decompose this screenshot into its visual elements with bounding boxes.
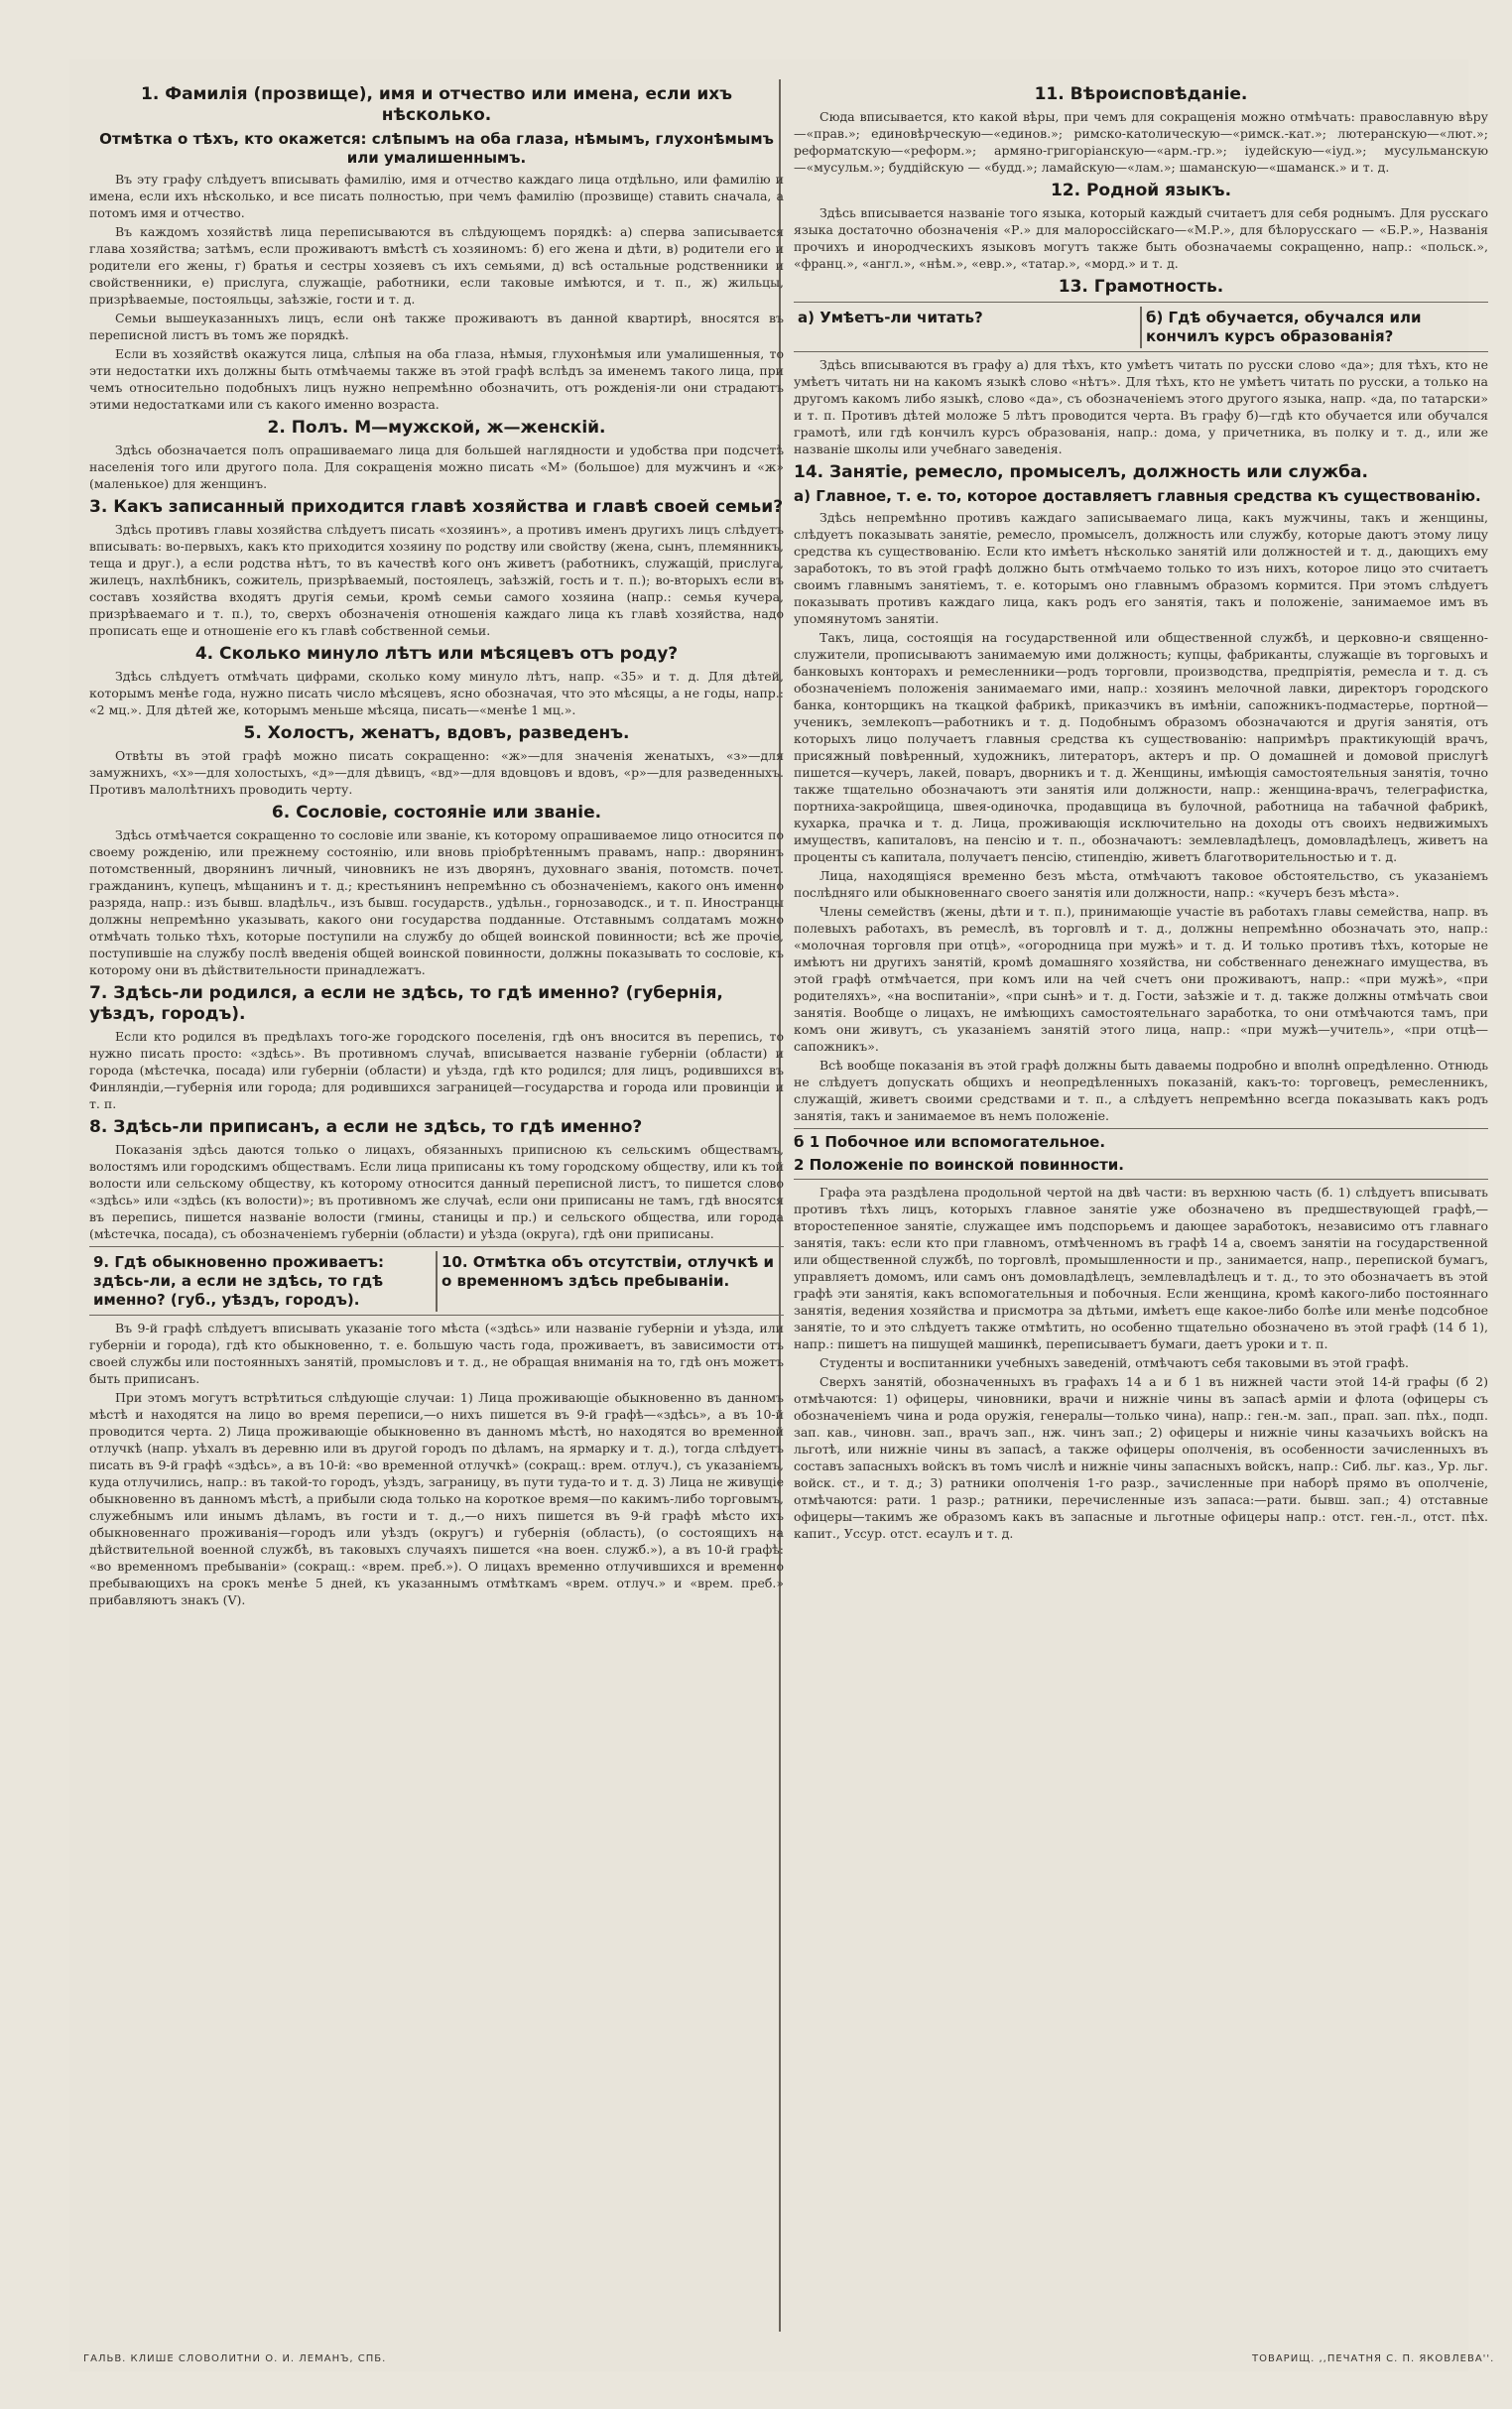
- section-13a-title: а) Умѣетъ-ли читать?: [798, 309, 983, 326]
- left-column: [89, 79, 784, 1610]
- section-14-paragraph: Сверхъ занятій, обозначенныхъ въ графахъ 14 а и б 1 въ нижней части этой 14-й графы (б 2) отмѣчаются: 1) офицеры, чиновники, врачи и нижніе чины въ запасѣ арміи и флота (офицеры съ обозначеніемъ чина и рода оружія, генералы—только чина), напр.: ген.-м. зап., прап. зап. пѣх., подп. зап. кав., чиновн. зап., врачъ зап., нж. чинъ зап.; 2) офицеры и нижніе чины казачьихъ войскъ на льготѣ, или нижніе чины въ запасѣ, а также офицеры ополченія, въ особенности зачисленныхъ въ составъ запасныхъ войскъ въ томъ числѣ и нижніе чины запасныхъ войскъ, напр.: Сиб. льг. каз., Ур. льг. войск. ст., и т. д.; 3) ратники ополченія 1-го разр., зачисленные при наборѣ прямо въ ополченіе, отмѣчаются: рати. 1 разр.; ратники, перечисленные изъ запаса:—рати. бывш. зап.; 4) отставные офицеры—такимъ же образомъ какъ въ запасные и льготные офицеры напр.: отст. ген.-л., отст. пѣх. капит., Уссур. отст. есаулъ и т. д.: [794, 1374, 1488, 1541]
- section-1-paragraph: Если въ хозяйствѣ окажутся лица, слѣпыя на оба глаза, нѣмыя, глухонѣмыя или умалишенныя, то эти недостатки ихъ должны быть отмѣчаемы также въ этой графѣ вслѣдъ за именемъ такого лица, при чемъ относительно подобныхъ лицъ нужно непремѣнно обозначить, отъ рожденія-ли они страдаютъ этими недостатками или съ какого именно возраста.: [89, 346, 784, 412]
- section-1-paragraph: Семьи вышеуказанныхъ лицъ, если онѣ также проживаютъ въ данной квартирѣ, вносятся въ переписной листъ въ томъ же порядкѣ.: [89, 311, 784, 342]
- section-5-title: 5. Холостъ, женатъ, вдовъ, разведенъ.: [243, 723, 630, 743]
- section-1-paragraph: Въ каждомъ хозяйствѣ лица переписываются въ слѣдующемъ порядкѣ: а) сперва записывается глава хозяйства; затѣмъ, если проживаютъ вмѣстѣ съ хозяиномъ: б) его жена и дѣти, в) родители его и родители его жены, г) братья и сестры хозяевъ съ ихъ семьями, д) всѣ остальные родственники и свойственники, е) прислуга, служащіе, работники, если таковые имѣются, и т. п., ж) жильцы, призрѣваемые, постояльцы, заѣзжіе, гости и т. д.: [89, 224, 784, 307]
- section-14-title: 14. Занятіе, ремесло, промыселъ, должность или служба.: [794, 462, 1368, 482]
- section-8-paragraph: Показанія здѣсь даются только о лицахъ, обязанныхъ приписною къ сельскимъ обществамъ, волостямъ или городскимъ обществамъ. Если лица приписаны къ тому городскому обществу, или къ той волости или сельскому обществу, къ которому относится данный переписной листъ, то пишется слово «здѣсь» или «здѣсь (къ волости)»; въ противномъ же случаѣ, если они приписаны не тамъ, гдѣ вносятся въ перепись, пишется названіе волости (гмины, станицы и пр.) и сельского общества, или города (мѣстечка, посада), съ обозначеніемъ губерніи (области) и уѣзда (округа), гдѣ они приписаны.: [89, 1142, 784, 1241]
- section-14-paragraph: Члены семействъ (жены, дѣти и т. п.), принимающіе участіе въ работахъ главы семейства, напр. въ полевыхъ работахъ, въ ремеслѣ, въ торговлѣ и т. д., должны непремѣнно обозначать это, напр.: «молочная торговля при отцѣ», «огородница при мужѣ» и т. д. И только противъ тѣхъ, которые не имѣютъ ни другихъ занятій, кромѣ домашняго хозяйства, ни собственнаго денежнаго имущества, въ этой графѣ отмѣчается, при комъ или на чей счетъ они проживаютъ, напр.: «при мужѣ», «при родителяхъ», «на воспитаніи», «при сынѣ» и т. д. Гости, заѣзжіе и т. д. также должны отмѣчать свои занятія. Вообще о лицахъ, не имѣющихъ самостоятельнаго заработка, то они отмѣчаются тамъ, при комъ они живутъ, съ указаніемъ занятій этого лица, напр.: «при мужѣ—учитель», «при отцѣ—сапожникъ».: [794, 904, 1488, 1054]
- section-4-title: 4. Сколько минуло лѣтъ или мѣсяцевъ отъ роду?: [194, 644, 679, 664]
- section-10-title: 10. Отмѣтка объ отсутствіи, отлучкѣ и о временномъ здѣсь пребываніи.: [436, 1251, 784, 1312]
- section-7-title: 7. Здѣсь-ли родился, а если не здѣсь, то гдѣ именно? (губернія, уѣздъ, городъ).: [89, 983, 723, 1024]
- section-9-10-header: [89, 1246, 784, 1316]
- section-14-paragraph: Лица, находящіяся временно безъ мѣста, отмѣчаютъ таковое обстоятельство, съ указаніемъ послѣдняго или обыкновеннаго своего занятія или должности, напр.: «кучеръ безъ мѣста».: [794, 868, 1488, 900]
- section-6-title: 6. Сословіе, состояніе или званіе.: [271, 803, 602, 823]
- section-14b1-subtitle: б 1 Побочное или вспомогательное.: [794, 1133, 1106, 1151]
- section-9-paragraph: При этомъ могутъ встрѣтиться слѣдующіе случаи: 1) Лица проживающіе обыкновенно въ данномъ мѣстѣ и находятся на лицо во время переписи,—о нихъ пишется въ 9-й графѣ—«здѣсь», а въ 10-й проводится черта. 2) Лица проживающіе обыкновенно въ данномъ мѣстѣ, но находятся во временной отлучкѣ (напр. уѣхалъ въ деревню или въ другой городъ по дѣламъ, на ярмарку и т. д.), тогда слѣдуетъ писать въ 9-й графѣ «здѣсь», а въ 10-й: «во временной отлучкѣ» (сокращ.: врем. отлуч.), съ указаніемъ, куда отлучились, напр.: въ такой-то городъ, уѣздъ, заграницу, въ пути туда-то и т. д. 3) Лица не живущіе обыкновенно въ данномъ мѣстѣ, а прибыли сюда только на короткое время—по какимъ-либо торговымъ, служебнымъ или инымъ дѣламъ, въ гости и т. д.,—о нихъ пишется въ 9-й графѣ мѣсто ихъ обыкновеннаго проживанія—городъ или уѣздъ (округъ) и губернія (область), (о состоящихъ на дѣйствительной военной службѣ, въ таковыхъ случаяхъ пишется «на воен. служб.»), а въ 10-й графѣ: «во временномъ пребываніи» (сокращ.: «врем. преб.»). О лицахъ временно отлучившихся и временно пребывающихъ на срокъ менѣе 5 дней, къ указаннымъ отмѣткамъ «врем. отлуч.» и «врем. преб.» прибавляютъ знакъ (V).: [89, 1390, 784, 1607]
- section-11-title: 11. Вѣроисповѣданіе.: [1034, 84, 1248, 104]
- section-13-subheader: [794, 302, 1488, 352]
- section-3-paragraph: Здѣсь противъ главы хозяйства слѣдуетъ писать «хозяинъ», а противъ именъ другихъ лицъ слѣдуетъ вписывать: во-первыхъ, какъ кто приходится хозяину по родству или свойству (жена, сынъ, племянникъ, теща и друг.), а если родства нѣтъ, то въ качествѣ кого онъ живетъ (работникъ, служащій, прислуга, жилецъ, нахлѣбникъ, сожитель, призрѣваемый, постоялецъ, заѣзжій, гость и т. п.); во-вторыхъ если въ составъ хозяйства входятъ другія семьи, кромѣ семьи самого хозяина (напр.: семья кучера, призрѣваемаго и т. п.), то, сверхъ обозначенія отношенія каждаго лица къ главѣ хозяйства, надо прописать еще и отношеніе его къ главѣ собственной семьи.: [89, 522, 784, 638]
- right-column: [794, 79, 1488, 1544]
- section-12-title: 12. Родной языкъ.: [1050, 181, 1232, 200]
- section-3-title: 3. Какъ записанный приходится главѣ хозяйства и главѣ своей семьи?: [89, 497, 784, 517]
- section-7-paragraph: Если кто родился въ предѣлахъ того-же городского поселенія, гдѣ онъ вносится въ перепись, то нужно писать просто: «здѣсь». Въ противномъ случаѣ, вписывается названіе губерніи (области) и города (мѣстечка, посада) или губерніи (области) и уѣзда, гдѣ кто родился; для лицъ, родившихся въ Финляндіи,—губернія или города; для родившихся заграницей—государства и города или провинціи и т. п.: [89, 1029, 784, 1111]
- rule: [794, 1128, 1488, 1129]
- section-2-title: 2. Полъ. М—мужской, ж—женскій.: [267, 418, 606, 438]
- section-9-paragraph: Въ 9-й графѣ слѣдуетъ вписывать указаніе того мѣста («здѣсь» или названіе губерніи и уѣзда, или губерніи и города), гдѣ кто обыкновенно, т. е. большую часть года, проживаетъ, въ зависимости отъ своей службы или постоянныхъ занятій, промысловъ и т. д., не обращая вниманія на то, гдѣ онъ можетъ быть приписанъ.: [89, 1321, 784, 1386]
- section-8-title: 8. Здѣсь-ли приписанъ, а если не здѣсь, то гдѣ именно?: [89, 1117, 643, 1137]
- rule: [794, 1179, 1488, 1180]
- section-11-paragraph: Сюда вписывается, кто какой вѣры, при чемъ для сокращенія можно отмѣчать: православную вѣру—«прав.»; единовѣрческую—«единов.»; римско-католическую—«римск.-кат.»; лютеранскую—«лют.»; реформатскую—«реформ.»; армяно-григоріанскую—«арм.-гр.»; іудейскую—«іуд.»; мусульманскую—«мусульм.»; буддійскую — «будд.»; ламайскую—«лам.»; шаманскую—«шаманск.» и т. д.: [794, 109, 1488, 175]
- section-1-paragraph: Въ эту графу слѣдуетъ вписывать фамилію, имя и отчество каждаго лица отдѣльно, или фамилію и имена, если ихъ нѣсколько, и все писать полностью, при чемъ фамилію (прозвище) ставить сначала, а потомъ имя и отчество.: [89, 172, 784, 220]
- section-14b2-subtitle: 2 Положеніе по воинской повинности.: [794, 1156, 1124, 1174]
- printer-credit-left: ГАЛЬВ. КЛИШЕ СЛОВОЛИТНИ О. И. ЛЕМАНЪ, СПБ.: [83, 2353, 387, 2364]
- section-2-paragraph: Здѣсь обозначается полъ опрашиваемаго лица для большей наглядности и удобства при подсчетѣ населенія того или другого пола. Для сокращенія можно писать «М» (большое) для мужчинъ и «ж» (маленькое) для женщинъ.: [89, 443, 784, 491]
- section-14-paragraph: Такъ, лица, состоящія на государственной или общественной службѣ, и церковно-и священно-служители, прописываютъ занимаемую ими должность; купцы, фабриканты, служащіе въ торговыхъ и банковыхъ конторахъ и ремесленники—родъ торговли, производства, предпріятія, ремесла и т. д. съ обозначеніемъ положенія занимаемаго ими, напр.: хозяинъ мелочной лавки, директоръ городского банка, конторщикъ на ткацкой фабрикѣ, приказчикъ въ имѣніи, сапожникъ-подмастерье, портной—ученикъ, землекопъ—работникъ и т. д. Подобнымъ образомъ обозначаются и другія занятія, отъ которыхъ лицо получаетъ главныя средства къ существованію: напримѣръ практикующій врачъ, присяжный повѣренный, художникъ, литераторъ, актеръ и пр. О домашней и домовой прислугѣ пишется—кучеръ, лакей, поваръ, дворникъ и т. д. Женщины, имѣющія самостоятельныя занятія, точно также тщательно обозначаютъ эти занятія или должности, напр.: женщина-врачъ, телеграфистка, портниха-закройщица, швея-одиночка, продавщица въ булочной, работница на табачной фабрикѣ, кухарка, прачка и т. д. Лица, проживающія исключительно на доходы отъ своихъ недвижимыхъ имуществъ, капиталовъ, на пенсію и т. п., обозначаютъ: землевладѣлецъ, домовладѣлецъ, живетъ на проценты съ капитала, получаетъ пенсію, стипендію, живетъ благотворительностью и т. д.: [794, 630, 1488, 864]
- section-13-paragraph: Здѣсь вписываются въ графу а) для тѣхъ, кто умѣетъ читать по русски слово «да»; для тѣхъ, кто не умѣетъ читать ни на какомъ языкѣ слово «нѣтъ». Для тѣхъ, кто не умѣетъ читать по русски, а только на другомъ какомъ либо языкѣ, слово «да», съ обозначеніемъ этого другого языка, напр. «да, по татарски» и т. п. Противъ дѣтей моложе 5 лѣтъ проводится черта. Въ графу б)—гдѣ кто обучается или обучался грамотѣ, или гдѣ кончилъ курсъ образованія, напр.: дома, у причетника, въ полку и т. д., или же названіе школы или учебнаго заведенія.: [794, 357, 1488, 456]
- section-6-paragraph: Здѣсь отмѣчается сокращенно то сословіе или званіе, къ которому опрашиваемое лицо относится по своему рожденію, или прежнему состоянію, или вновь пріобрѣтеннымъ правамъ, напр.: дворянинъ потомственный, дворянинъ личный, чиновникъ не изъ дворянъ, духовнаго званія, потомств. почет. гражданинъ, купецъ, мѣщанинъ и т. д.; крестьянинъ непремѣнно съ обозначеніемъ, какого онъ именно разряда, напр.: изъ бывш. владѣльч., изъ бывш. государств., удѣльн., горнозаводск., и т. п. Иностранцы должны непремѣнно указывать, какого они государства подданные. Отставнымъ солдатамъ можно отмѣчать только тѣхъ, которые поступили на службу до общей воинской повинности; всѣ же прочіе, поступившіе на службу послѣ введенія общей воинской повинности, должны показывать то сословіе, къ которому они въ дѣйствительности принадлежатъ.: [89, 827, 784, 977]
- census-form-sheet: [69, 60, 1488, 2371]
- section-14-paragraph: Всѣ вообще показанія въ этой графѣ должны быть даваемы подробно и вполнѣ опредѣленно. Отнюдь не слѣдуетъ допускать общихъ и неопредѣленныхъ показаній, какъ-то: торговецъ, ремесленникъ, служащій, живетъ своими средствами и т. п., а слѣдуетъ непремѣнно всегда показывать какъ родъ занятія, такъ и занимаемое въ немъ положеніе.: [794, 1058, 1488, 1123]
- section-1-note: Отмѣтка о тѣхъ, кто окажется: слѣпымъ на оба глаза, нѣмымъ, глухонѣмымъ или умалишеннымъ.: [99, 130, 774, 167]
- section-1-title: 1. Фамилія (прозвище), имя и отчество или имена, если ихъ нѣсколько.: [141, 84, 732, 125]
- section-14-paragraph: Графа эта раздѣлена продольной чертой на двѣ части: въ верхнюю часть (б. 1) слѣдуетъ вписывать противъ тѣхъ лицъ, которыхъ главное занятіе уже обозначено въ предшествующей графѣ,—второстепенное занятіе, служащее имъ подспорьемъ и дающее заработокъ, независимо отъ главнаго занятія, такъ: если кто при главномъ, отмѣченномъ въ графѣ 14 а, своемъ занятіи на государственной или общественной службѣ, по торговлѣ, промышленности и пр., занимается, напр., перепиской бумагъ, управляетъ домомъ, или самъ онъ домовладѣлецъ, землевладѣлецъ и т. д., то это обозначаетъ въ этой графѣ эти занятія, какъ вспомогательныя и побочныя. Если женщина, кромѣ какого-либо постояннаго занятія, ведения хозяйства и присмотра за дѣтьми, имѣетъ еще какое-либо болѣе или менѣе подсобное занятіе, то и это слѣдуетъ также отмѣтить, но особенно тщательно обозначено въ этой графѣ (14 б 1), напр.: пишетъ на пишущей машинкѣ, переписываетъ бумаги, даетъ уроки и т. п.: [794, 1185, 1488, 1351]
- section-13-title: 13. Грамотность.: [1058, 277, 1224, 297]
- section-5-paragraph: Отвѣты въ этой графѣ можно писать сокращенно: «ж»—для значенія женатыхъ, «з»—для замужнихъ, «х»—для холостыхъ, «д»—для дѣвицъ, «вд»—для вдовцовъ и вдовъ, «р»—для разведенныхъ. Противъ малолѣтнихъ проводить черту.: [89, 748, 784, 797]
- section-9-title: 9. Гдѣ обыкновенно проживаетъ: здѣсь-ли, а если не здѣсь, то гдѣ именно? (губ., уѣздъ, городъ).: [93, 1253, 384, 1309]
- section-13b-title: б) Гдѣ обучается, обучался или кончилъ курсъ образованія?: [1140, 307, 1488, 348]
- section-12-paragraph: Здѣсь вписывается названіе того языка, который каждый считаетъ для себя роднымъ. Для русскаго языка достаточно обозначенія «Р.» для малороссійскаго—«М.Р.», для бѣлорусскаго — «Б.Р.», Названія прочихъ и инородческихъ языковъ могутъ также быть обозначаемы сокращенно, напр.: «польск.», «франц.», «англ.», «нѣм.», «евр.», «татар.», «морд.» и т. д.: [794, 205, 1488, 271]
- section-4-paragraph: Здѣсь слѣдуетъ отмѣчать цифрами, сколько кому минуло лѣтъ, напр. «35» и т. д. Для дѣтей, которымъ менѣе года, нужно писать число мѣсяцевъ, ясно обозначая, что это мѣсяцы, а не годы, напр.: «2 мц.». Для дѣтей же, которымъ меньше мѣсяца, писать—«менѣе 1 мц.».: [89, 669, 784, 717]
- section-14-paragraph: Студенты и воспитанники учебныхъ заведеній, отмѣчаютъ себя таковыми въ этой графѣ.: [819, 1355, 1409, 1370]
- section-14-paragraph: Здѣсь непремѣнно противъ каждаго записываемаго лица, какъ мужчины, такъ и женщины, слѣдуетъ показывать занятіе, ремесло, промыселъ, должность или службу, которые даютъ этому лицу средства къ существованію. Если кто имѣетъ нѣсколько занятій или должностей и т. д., дающихъ ему заработокъ, то въ этой графѣ должно быть отмѣчаемо только то изъ нихъ, которое лицо это считаетъ своимъ главнымъ занятіемъ, т. е. которымъ оно главнымъ образомъ кормится. При этомъ слѣдуетъ показывать противъ каждаго лица, какъ родъ его занятія, такъ и положеніе, занимаемое имъ въ упомянутомъ занятіи.: [794, 510, 1488, 626]
- section-14a-subtitle: а) Главное, т. е. то, которое доставляетъ главныя средства къ существованію.: [794, 487, 1481, 505]
- printer-credit-right: ТОВАРИЩ. ,,ПЕЧАТНЯ С. П. ЯКОВЛЕВА''.: [1252, 2353, 1495, 2364]
